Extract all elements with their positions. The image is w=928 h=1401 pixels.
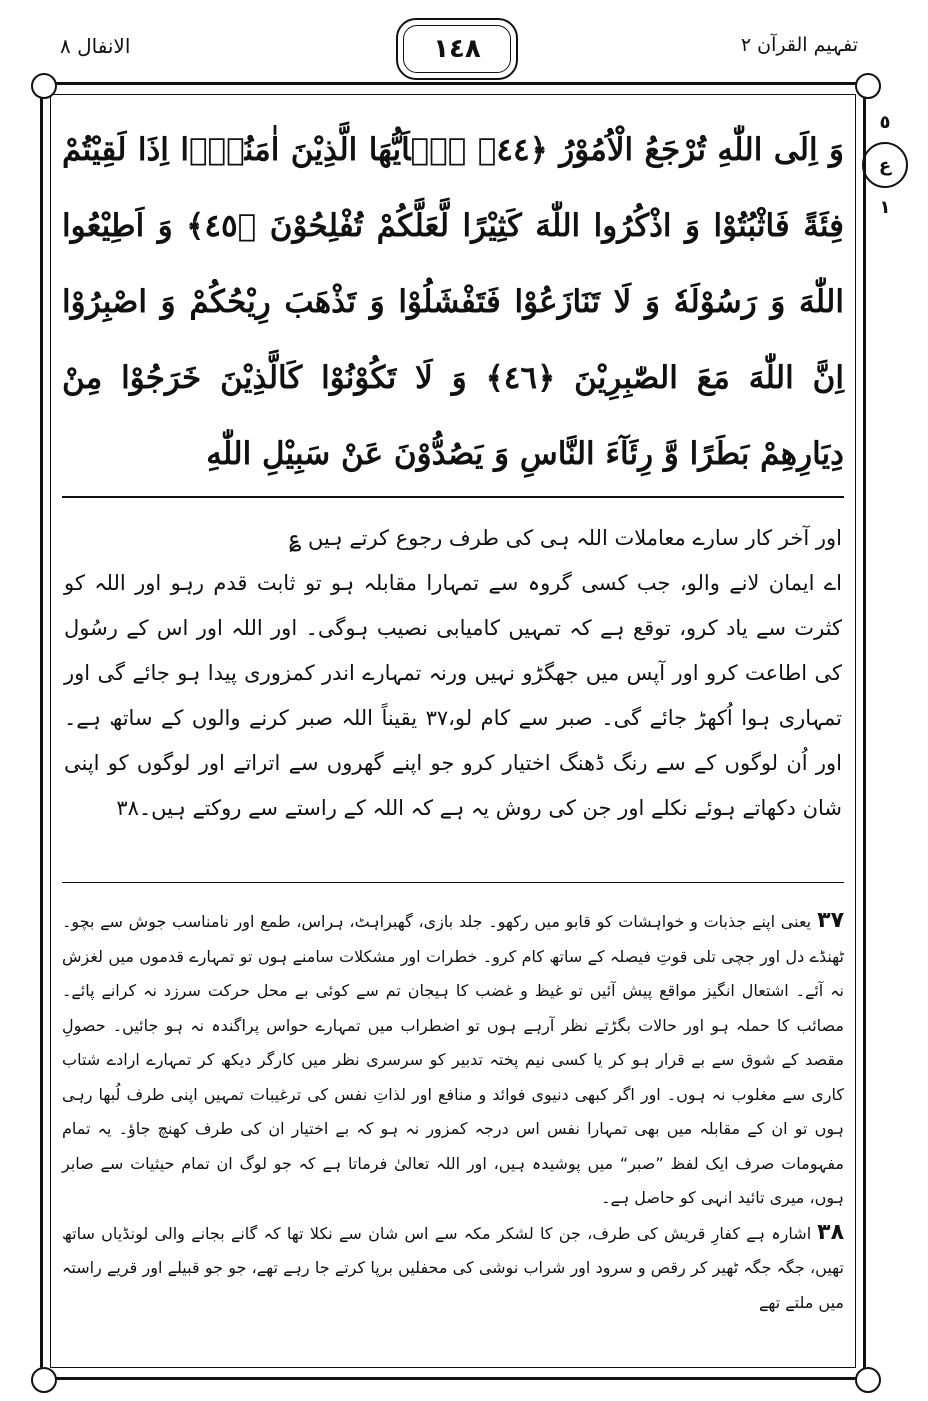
page-number-medallion	[396, 18, 518, 80]
ruku-number: ٥	[879, 112, 891, 133]
ruku-marker	[860, 112, 910, 218]
footnote	[62, 904, 844, 1216]
ornament-corner-icon	[855, 1367, 881, 1393]
ornament-corner-icon	[855, 73, 881, 99]
footnote-number: ۳۸	[817, 1219, 844, 1245]
footnote-number: ۳۷	[817, 908, 844, 933]
section-divider	[62, 496, 844, 498]
footnote	[62, 1216, 844, 1321]
translation-paragraph: اے ایمان لانے والو، جب کسی گروہ سے تمہارا مقابلہ ہو تو ثابت قدم رہو اور اللہ کو کثرت سے یاد کرو، توقع ہے کہ تمہیں کامیابی نصیب ہوگی۔ اور اللہ اور اس کے رسُول کی اطاعت کرو اور آپس میں جھگڑو نہیں ورنہ تمہارے اندر کمزوری پیدا ہو جائے گی اور تمہاری ہوا اُکھڑ جائے گی۔ صبر سے کام لو،۳۷ یقیناً اللہ صبر کرنے والوں کے ساتھ ہے۔ اور اُن لوگوں کے سے رنگ ڈھنگ اختیار کرو جو اپنے گھروں سے اتراتے اور لوگوں کو اپنی شان دکھاتے ہوئے نکلے اور جن کی روش یہ ہے کہ اللہ کے راستے سے روکتے ہیں۔۳۸	[64, 571, 842, 820]
translation-line: اور آخر کار سارے معاملات اللہ ہی کی طرف رجوع کرتے ہیں ؏	[289, 526, 842, 550]
footnote-text: اشارہ ہے کفارِ قریش کی طرف، جن کا لشکر مکہ سے اس شان سے نکلا تھا کہ گانے بجانے والی لونڈیاں ساتھ تھیں، جگہ جگہ ٹھیر کر رقص و سرود اور شراب نوشی کی محفلیں برپا کرتے جا رہے تھے، جو جو قبیلے اور قریے راستہ میں ملتے تھے	[62, 1223, 844, 1312]
ornament-corner-icon	[31, 73, 57, 99]
surah-name: الانفال ٨	[60, 34, 131, 58]
footnotes	[62, 904, 844, 1320]
page-number: ١٤٨	[433, 34, 481, 64]
ruku-ain-icon	[862, 142, 908, 188]
footnote-divider	[62, 882, 844, 883]
urdu-translation	[64, 516, 842, 831]
ruku-count: ١	[879, 197, 891, 218]
ornament-corner-icon	[31, 1367, 57, 1393]
book-title: تفہیم القرآن ۲	[740, 34, 858, 56]
ruku-sign: ع	[878, 154, 892, 176]
quran-arabic-text: وَ اِلَى اللّٰهِ تُرْجَعُ الْاُمُوْرُ ﴿٤٤﴾ يٰۤاَيُّهَا الَّذِيْنَ اٰمَنُوْۤا اِذَا لَقِيْتُمْ فِئَةً فَاثْبُتُوْا وَ اذْكُرُوا اللّٰهَ كَثِيْرًا لَّعَلَّكُمْ تُفْلِحُوْنَ ﴿٤٥﴾ وَ اَطِيْعُوا اللّٰهَ وَ رَسُوْلَهٗ وَ لَا تَنَازَعُوْا فَتَفْشَلُوْا وَ تَذْهَبَ رِيْحُكُمْ وَ اصْبِرُوْا اِنَّ اللّٰهَ مَعَ الصّٰبِرِيْنَ ﴿٤٦﴾ وَ لَا تَكُوْنُوْا كَالَّذِيْنَ خَرَجُوْا مِنْ دِيَارِهِمْ بَطَرًا وَّ رِئَآءَ النَّاسِ وَ يَصُدُّوْنَ عَنْ سَبِيْلِ اللّٰهِ	[62, 132, 844, 472]
footnote-text: یعنی اپنے جذبات و خواہشات کو قابو میں رکھو۔ جلد بازی، گھبراہٹ، ہراس، طمع اور نامناسب جوش سے بچو۔ ٹھنڈے دل اور جچی تلی قوتِ فیصلہ کے ساتھ کام کرو۔ خطرات اور مشکلات سامنے ہوں تو تمہارے قدموں میں لغزش نہ آئے۔ اشتعال انگیز مواقع پیش آئیں تو غیظ و غضب کا ہیجان تم سے کوئی بے محل حرکت سرزد نہ کرانے پائے۔ مصائب کا حملہ ہو اور حالات بگڑتے نظر آرہے ہوں تو اضطراب میں تمہارے حواس پراگندہ نہ ہو جائیں۔ حصولِ مقصد کے شوق سے بے قرار ہو کر یا کسی نیم پختہ تدبیر کو سرسری نظر میں کارگر دیکھ کر تمہارے ارادے شتاب کاری سے مغلوب نہ ہوں۔ اور اگر کبھی دنیوی فوائد و منافع اور لذاتِ نفس کی ترغیبات تمہیں اپنی طرف لُبھا رہی ہوں تو ان کے مقابلہ میں بھی تمہارا نفس اس درجہ کمزور نہ ہو کہ بے اختیار ان کی طرف کھنچ جاؤ۔ یہ تمام مفہومات صرف ایک لفظ ”صبر“ میں پوشیدہ ہیں، اور اللہ تعالیٰ فرماتا ہے کہ جو لوگ ان تمام حیثیات سے صابر ہوں، میری تائید انہی کو حاصل ہے۔	[62, 912, 845, 1207]
